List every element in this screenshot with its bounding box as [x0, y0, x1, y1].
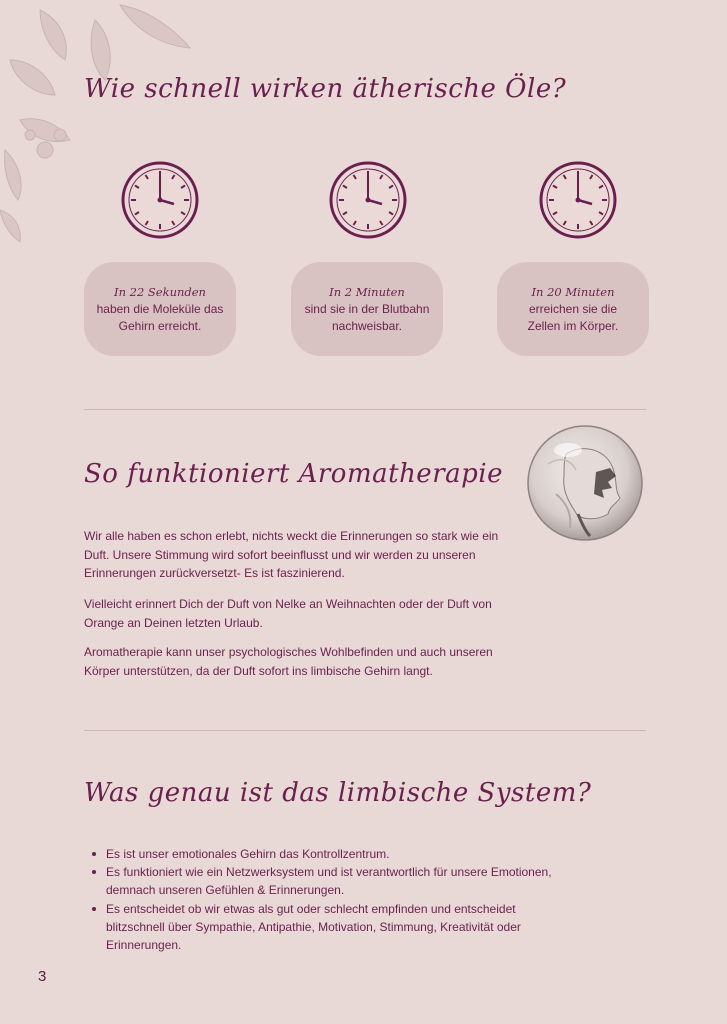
paragraph: Vielleicht erinnert Dich der Duft von Nelke an Weihnachten oder der Duft von Orange an Deinen letzten Urlaub.	[84, 597, 492, 630]
timing-text: nachweisbar.	[331, 318, 403, 333]
timing-text: erreichen sie die	[528, 301, 618, 316]
timing-text: haben die Moleküle das	[96, 301, 224, 316]
clock-icon	[121, 161, 199, 239]
timing-card	[291, 262, 443, 356]
paragraph: Wir alle haben es schon erlebt, nichts weckt die Erinnerungen so stark wie ein Duft. Unsere Stimmung wird sofort beeinflusst und wir werden zu unseren Erinnerungen zurückversetzt- Es ist faszinierend.	[84, 529, 499, 580]
timing-lead: In 20 Minuten	[531, 284, 615, 299]
divider	[84, 409, 646, 410]
clock-icon	[329, 161, 407, 239]
timing-text: Zellen im Körper.	[527, 318, 619, 333]
timing-card	[84, 262, 236, 356]
section-title-aromatherapy: So funktioniert Aromatherapie	[84, 459, 503, 489]
timing-text: Gehirn erreicht.	[118, 318, 202, 333]
page-number: 3	[38, 968, 47, 985]
list-item: Es funktioniert wie ein Netzwerksystem und ist verantwortlich für unsere Emotionen, demnach unseren Gefühlen & Erinnerungen.	[90, 863, 560, 899]
timing-text: sind sie in der Blutbahn	[304, 301, 430, 316]
section-title-limbic: Was genau ist das limbische System?	[84, 778, 592, 808]
list-item: Es ist unser emotionales Gehirn das Kontrollzentrum.	[90, 845, 560, 863]
timing-lead: In 22 Sekunden	[114, 284, 206, 299]
timing-lead: In 2 Minuten	[329, 284, 405, 299]
timing-card	[497, 262, 649, 356]
head-globe-image	[526, 424, 644, 542]
divider	[84, 730, 646, 731]
section-title-speed: Wie schnell wirken ätherische Öle?	[84, 74, 567, 104]
list-item: Es entscheidet ob wir etwas als gut oder schlecht empfinden und entscheidet blitzschnell über Sympathie, Antipathie, Motivation, Stimmung, Kreativität oder Erinnerungen.	[90, 900, 560, 955]
clock-icon	[539, 161, 617, 239]
bullet-list	[90, 845, 560, 954]
paragraph: Aromatherapie kann unser psychologisches Wohlbefinden und auch unseren Körper unterstützen, da der Duft sofort ins limbische Gehirn langt.	[84, 645, 493, 678]
